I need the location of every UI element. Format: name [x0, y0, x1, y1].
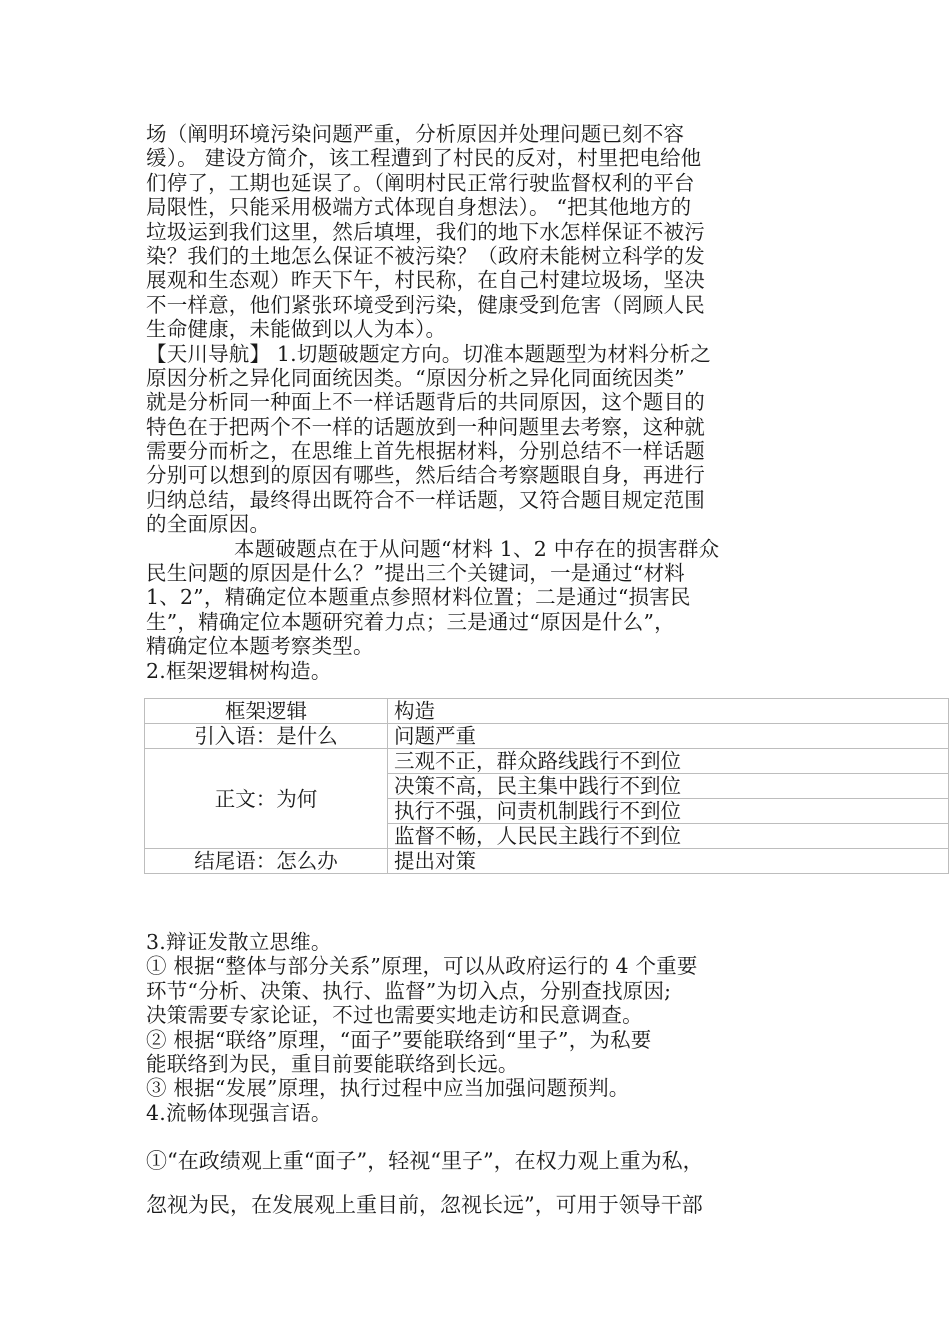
paragraph-line: 局限性，只能采用极端方式体现自身想法）。 “把其他地方的: [146, 195, 692, 220]
breakpoint-line: 本题破题点在于从问题“材料 1、2 中存在的损害群众: [234, 536, 720, 561]
section-heading: 3.辩证发散立思维。: [146, 930, 332, 954]
paragraph-line: 缓）。 建设方简介，该工程遭到了村民的反对，村里把电给他: [146, 146, 702, 171]
breakpoint-line: 生”，精确定位本题研究着力点；三是通过“原因是什么”，: [146, 609, 675, 634]
paragraph-line: 能联络到为民，重目前要能联络到长远。: [146, 1051, 519, 1076]
paragraph-line: 环节“分析、决策、执行、监督”为切入点，分别查找原因;: [146, 978, 672, 1003]
breakpoint-line: 民生问题的原因是什么？”提出三个关键词，一是通过“材料: [146, 561, 685, 586]
guide-line: 就是分析同一种面上不一样话题背后的共同原因，这个题目的: [146, 390, 705, 415]
paragraph-line: ③ 根据“发展”原理，执行过程中应当加强问题预判。: [146, 1076, 630, 1101]
paragraph-line: ① 根据“整体与部分关系”原理，可以从政府运行的 4 个重要: [146, 954, 698, 979]
body-text-top: [146, 122, 836, 683]
breakpoint-line: 1、2”，精确定位本题重点参照材料位置；二是通过“损害民: [146, 585, 691, 610]
guide-line: 的全面原因。: [146, 512, 271, 537]
paragraph-line: 垃圾运到我们这里，然后填埋，我们的地下水怎样保证不被污: [146, 219, 705, 244]
paragraph-line: 展观和生态观）昨天下午，村民称，在自己村建垃圾场，坚决: [146, 268, 705, 293]
body-text-middle: [146, 930, 836, 1125]
guide-line: 特色在于把两个不一样的话题放到一种问题里去考察，这种就: [146, 414, 705, 439]
paragraph-line: 场（阐明环境污染问题严重，分析原因并处理问题已刻不容: [146, 122, 685, 146]
table-label-cell: 引入语：是什么: [145, 724, 388, 749]
table-header-cell: 框架逻辑: [145, 699, 388, 724]
table-cell: 三观不正，群众路线践行不到位: [388, 749, 949, 774]
paragraph-line: 忽视为民，在发展观上重目前，忽视长远”，可用于领导干部: [146, 1193, 703, 1217]
guide-line: 原因分析之异化同面统因类。“原因分析之异化同面统因类”: [146, 365, 685, 390]
section-heading: 4.流畅体现强言语。: [146, 1100, 332, 1125]
table-row: [145, 749, 949, 774]
guide-line: 归纳总结，最终得出既符合不一样话题，又符合题目规定范围: [146, 487, 705, 512]
table-label-cell: 正文：为何: [145, 749, 388, 849]
table-label-cell: 结尾语：怎么办: [145, 849, 388, 874]
framework-table: [144, 698, 949, 874]
paragraph-line: 染？我们的土地怎么保证不被污染？（政府未能树立科学的发: [146, 243, 705, 268]
table-cell: 决策不高，民主集中践行不到位: [388, 774, 949, 799]
guide-line: 分别可以想到的原因有哪些，然后结合考察题眼自身，再进行: [146, 463, 705, 488]
table-cell: 问题严重: [388, 724, 949, 749]
paragraph-line: 决策需要专家论证，不过也需要实地走访和民意调查。: [146, 1003, 643, 1028]
paragraph-line: 不一样意，他们紧张环境受到污染，健康受到危害（罔顾人民: [146, 292, 705, 317]
paragraph-line: 生命健康，未能做到以人为本）。: [146, 317, 447, 342]
paragraph-line: ② 根据“联络”原理，“面子”要能联络到“里子”，为私要: [146, 1027, 652, 1052]
paragraph-line: 们停了，工期也延误了。（阐明村民正常行驶监督权利的平台: [146, 170, 695, 195]
body-text-bottom: [146, 1139, 846, 1227]
section-heading: 2.框架逻辑树构造。: [146, 658, 332, 683]
breakpoint-line: 精确定位本题考察类型。: [146, 634, 374, 659]
table-cell: 执行不强，问责机制践行不到位: [388, 799, 949, 824]
table-header-cell: 构造: [388, 699, 949, 724]
paragraph-line: ①“在政绩观上重“面子”，轻视“里子”，在权力观上重为私，: [146, 1149, 704, 1173]
table-cell: 提出对策: [388, 849, 949, 874]
table-header-row: [145, 699, 949, 724]
table-cell: 监督不畅，人民民主践行不到位: [388, 824, 949, 849]
guide-line: 需要分而析之，在思维上首先根据材料，分别总结不一样话题: [146, 439, 705, 464]
table-row: [145, 849, 949, 874]
table-row: [145, 724, 949, 749]
guide-line: 【天川导航】 1.切题破题定方向。切准本题题型为材料分析之: [146, 341, 711, 366]
